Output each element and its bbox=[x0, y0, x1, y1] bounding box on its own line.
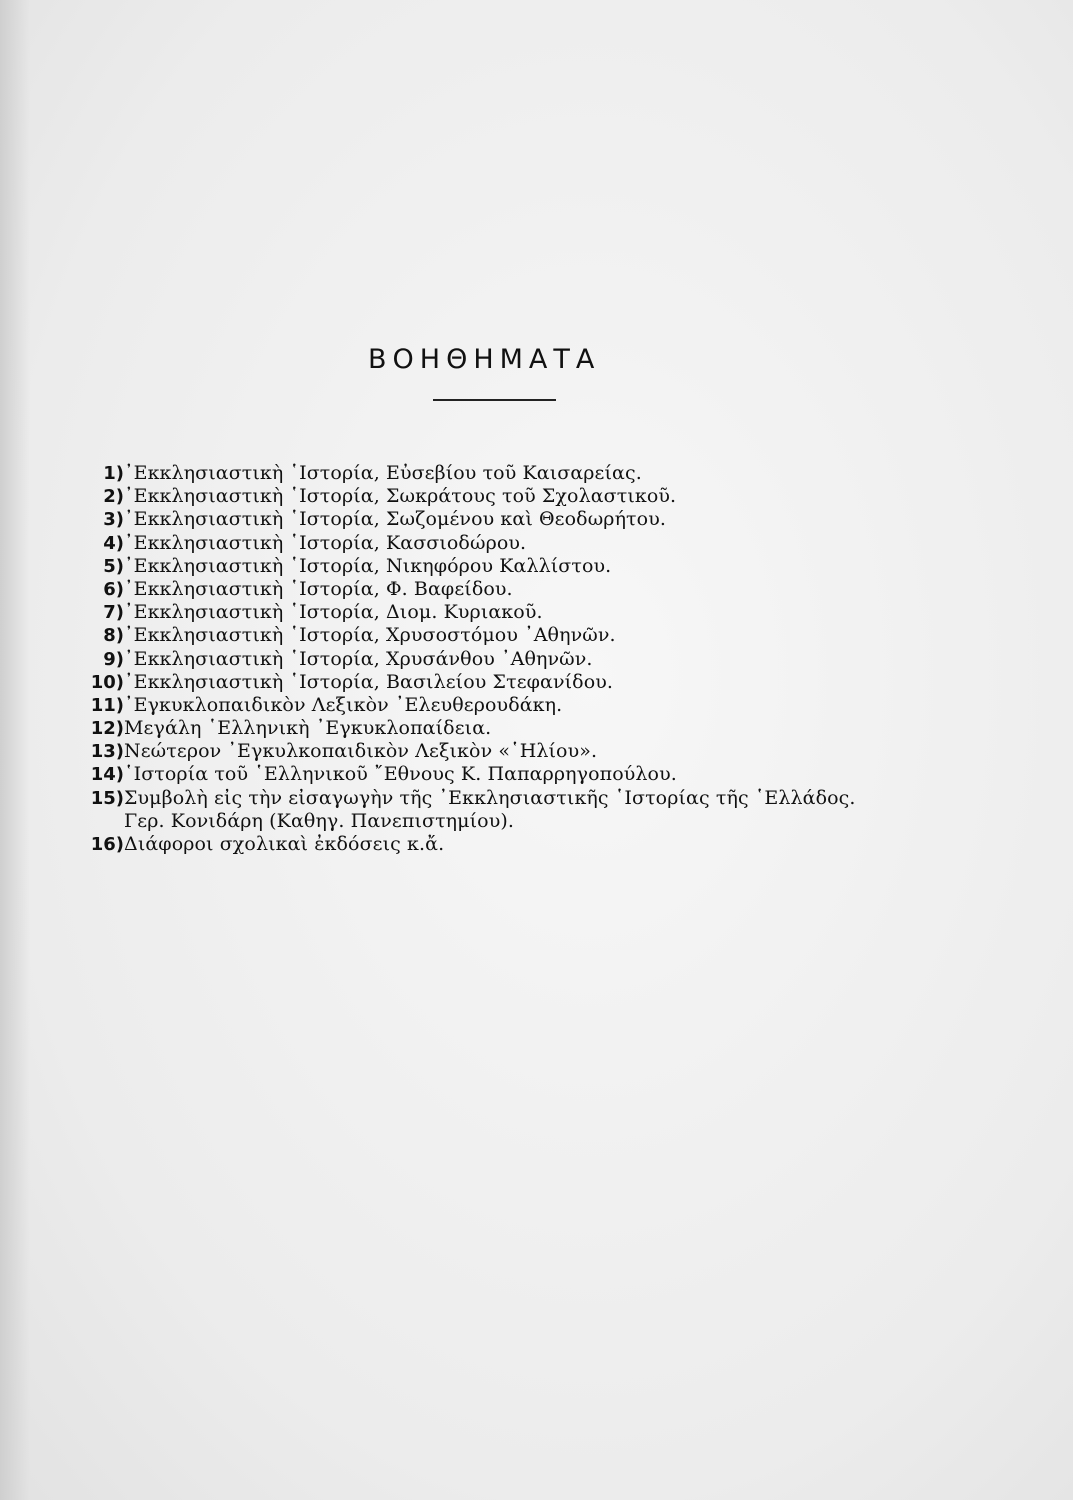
page-title: ΒΟΗΘΗΜΑΤΑ bbox=[368, 344, 601, 375]
reference-text: ᾿Εκκλησιαστικὴ ῾Ιστορία, Κασσιοδώρου. bbox=[124, 531, 527, 554]
reference-number: 10) bbox=[90, 671, 124, 693]
reference-text-continuation: Γερ. Κονιδάρη (Καθηγ. Πανεπιστημίου). bbox=[124, 809, 514, 832]
reference-item bbox=[0, 555, 1073, 578]
reference-number: 9) bbox=[103, 648, 124, 670]
reference-item bbox=[0, 833, 1073, 856]
reference-text: ῾Ιστορία τοῦ ῾Ελληνικοῦ ῎Εθνους Κ. Παπαρρηγοπούλου. bbox=[124, 763, 677, 786]
reference-number: 8) bbox=[103, 625, 124, 647]
reference-number: 1) bbox=[103, 463, 124, 484]
reference-item bbox=[0, 624, 1073, 647]
reference-item bbox=[0, 740, 1073, 763]
reference-number: 15) bbox=[90, 787, 124, 809]
reference-number: 2) bbox=[103, 486, 124, 508]
reference-item bbox=[0, 601, 1073, 624]
reference-number: 4) bbox=[103, 532, 124, 554]
reference-item bbox=[0, 578, 1073, 601]
reference-text: ᾿Εκκλησιαστικὴ ῾Ιστορία, Χρυσάνθου ᾿Αθηνῶν. bbox=[124, 647, 593, 670]
reference-item bbox=[0, 671, 1073, 694]
reference-text: ᾿Εκκλησιαστικὴ ῾Ιστορία, Σωζομένου καὶ Θεοδωρήτου. bbox=[124, 508, 666, 531]
reference-text: ᾿Εγκυκλοπαιδικὸν Λεξικὸν ᾿Ελευθερουδάκη. bbox=[124, 693, 563, 716]
title-underline bbox=[433, 399, 556, 401]
reference-item bbox=[0, 508, 1073, 531]
reference-item bbox=[0, 694, 1073, 717]
reference-text: ᾿Εκκλησιαστικὴ ῾Ιστορία, Φ. Βαφείδου. bbox=[124, 577, 513, 600]
reference-text: ᾿Εκκλησιαστικὴ ῾Ιστορία, Διομ. Κυριακοῦ. bbox=[124, 601, 543, 624]
reference-number: 7) bbox=[103, 602, 124, 624]
reference-item bbox=[0, 763, 1073, 786]
reference-text: Διάφοροι σχολικαὶ ἐκδόσεις κ.ἄ. bbox=[124, 833, 445, 855]
reference-item bbox=[0, 485, 1073, 508]
reference-number: 11) bbox=[90, 694, 124, 716]
reference-text: ᾿Εκκλησιαστικὴ ῾Ιστορία, Βασιλείου Στεφανίδου. bbox=[124, 670, 614, 693]
reference-number: 6) bbox=[103, 578, 124, 600]
reference-item bbox=[0, 462, 1073, 485]
reference-item bbox=[0, 787, 1073, 810]
reference-number: 14) bbox=[90, 764, 124, 786]
reference-text: ᾿Εκκλησιαστικὴ ῾Ιστορία, Νικηφόρου Καλλίστου. bbox=[124, 554, 612, 577]
reference-item-continuation bbox=[0, 810, 1073, 833]
reference-item bbox=[0, 532, 1073, 555]
reference-number: 5) bbox=[103, 555, 124, 577]
reference-item bbox=[0, 648, 1073, 671]
reference-number: 16) bbox=[90, 834, 124, 855]
reference-text: Νεώτερον ᾿Εγκυλκοπαιδικὸν Λεξικὸν «῾Ηλίου». bbox=[124, 740, 598, 763]
reference-item bbox=[0, 717, 1073, 740]
reference-number: 13) bbox=[90, 741, 124, 763]
reference-text: Συμβολὴ εἰς τὴν εἰσαγωγὴν τῆς ᾿Εκκλησιαστικῆς ῾Ιστορίας τῆς ῾Ελλάδος. bbox=[124, 786, 856, 809]
reference-list bbox=[0, 462, 1073, 856]
reference-text: ᾿Εκκλησιαστικὴ ῾Ιστορία, Σωκράτους τοῦ Σχολαστικοῦ. bbox=[124, 485, 677, 508]
reference-text: ᾿Εκκλησιαστικὴ ῾Ιστορία, Χρυσοστόμου ᾿Αθηνῶν. bbox=[124, 624, 616, 647]
reference-text: Μεγάλη ῾Ελληνικὴ ᾿Εγκυκλοπαίδεια. bbox=[124, 717, 492, 740]
reference-number: 3) bbox=[103, 509, 124, 531]
reference-text: ᾿Εκκλησιαστικὴ ῾Ιστορία, Εὐσεβίου τοῦ Καισαρείας. bbox=[124, 462, 642, 484]
reference-number: 12) bbox=[90, 718, 124, 740]
